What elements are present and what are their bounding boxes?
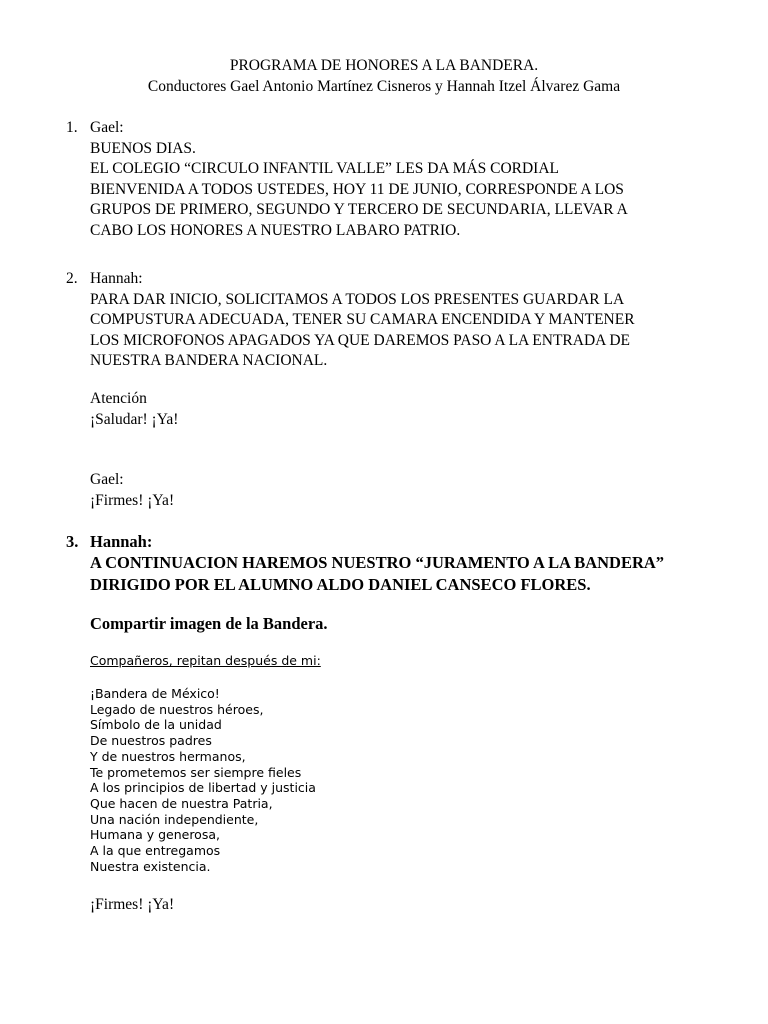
- item-number: 3.: [66, 532, 79, 551]
- pledge-line: Símbolo de la unidad: [90, 717, 222, 733]
- speaker-label: Hannah:: [90, 270, 143, 287]
- item-body: [90, 118, 730, 241]
- speaker-label: Gael:: [90, 471, 124, 488]
- pledge-line: Y de nuestros hermanos,: [90, 748, 246, 764]
- pledge-line: Una nación independiente,: [90, 811, 259, 827]
- command-text: ¡Firmes! ¡Ya!: [90, 491, 175, 509]
- script-line: GRUPOS DE PRIMERO, SEGUNDO Y TERCERO DE SECUNDARIA, LLEVAR A: [90, 201, 628, 218]
- speaker-label: Gael:: [90, 119, 124, 136]
- script-line: DIRIGIDO POR EL ALUMNO ALDO DANIEL CANSECO FLORES.: [90, 574, 591, 594]
- command-label: Atención: [90, 390, 147, 407]
- hosts-line: Conductores Gael Antonio Martínez Cisneros y Hannah Itzel Álvarez Gama: [147, 78, 621, 95]
- script-line: PARA DAR INICIO, SOLICITAMOS A TODOS LOS PRESENTES GUARDAR LA: [90, 290, 625, 308]
- script-line: LOS MICROFONOS APAGADOS YA QUE DAREMOS PASO A LA ENTRADA DE: [90, 331, 631, 349]
- script-line: NUESTRA BANDERA NACIONAL.: [90, 352, 328, 369]
- script-line: A CONTINUACION HAREMOS NUESTRO “JURAMENTO A LA BANDERA”: [90, 553, 665, 572]
- pledge-line: ¡Bandera de México!: [90, 686, 220, 701]
- pledge-line: A los principios de libertad y justicia: [90, 780, 316, 796]
- pledge-line: Nuestra existencia.: [90, 858, 211, 874]
- speaker-label: Hannah:: [90, 532, 153, 551]
- command-block: [90, 389, 730, 430]
- pledge-intro: Compañeros, repitan después de mi:: [90, 653, 321, 668]
- script-line: BUENOS DIAS.: [90, 139, 196, 157]
- pledge-line: Legado de nuestros héroes,: [90, 701, 264, 717]
- document-header: [0, 55, 768, 97]
- announcement: [90, 552, 730, 595]
- pledge-line: Que hacen de nuestra Patria,: [90, 795, 273, 811]
- script-line: COMPUSTURA ADECUADA, TENER SU CAMARA ENCENDIDA Y MANTENER: [90, 311, 635, 328]
- item-number: 2.: [66, 270, 78, 287]
- pledge-text: [90, 686, 316, 874]
- script-line: CABO LOS HONORES A NUESTRO LABARO PATRIO.: [90, 221, 461, 239]
- pledge-line: A la que entregamos: [90, 843, 221, 859]
- item-body: [90, 269, 730, 372]
- script-line: BIENVENIDA A TODOS USTEDES, HOY 11 DE JUNIO, CORRESPONDE A LOS: [90, 180, 624, 198]
- pledge-line: De nuestros padres: [90, 733, 212, 749]
- command-block-2: [90, 470, 730, 511]
- share-flag-note: Compartir imagen de la Bandera.: [90, 614, 328, 633]
- pledge-line: Humana y generosa,: [90, 827, 220, 843]
- item-number: 1.: [66, 119, 78, 136]
- command-text: ¡Saludar! ¡Ya!: [90, 410, 179, 428]
- document-title: PROGRAMA DE HONORES A LA BANDERA.: [229, 57, 539, 74]
- item-body: [90, 531, 730, 595]
- pledge-line: Te prometemos ser siempre fieles: [90, 764, 302, 780]
- script-line: EL COLEGIO “CIRCULO INFANTIL VALLE” LES DA MÁS CORDIAL: [90, 160, 559, 177]
- final-command: ¡Firmes! ¡Ya!: [90, 896, 175, 913]
